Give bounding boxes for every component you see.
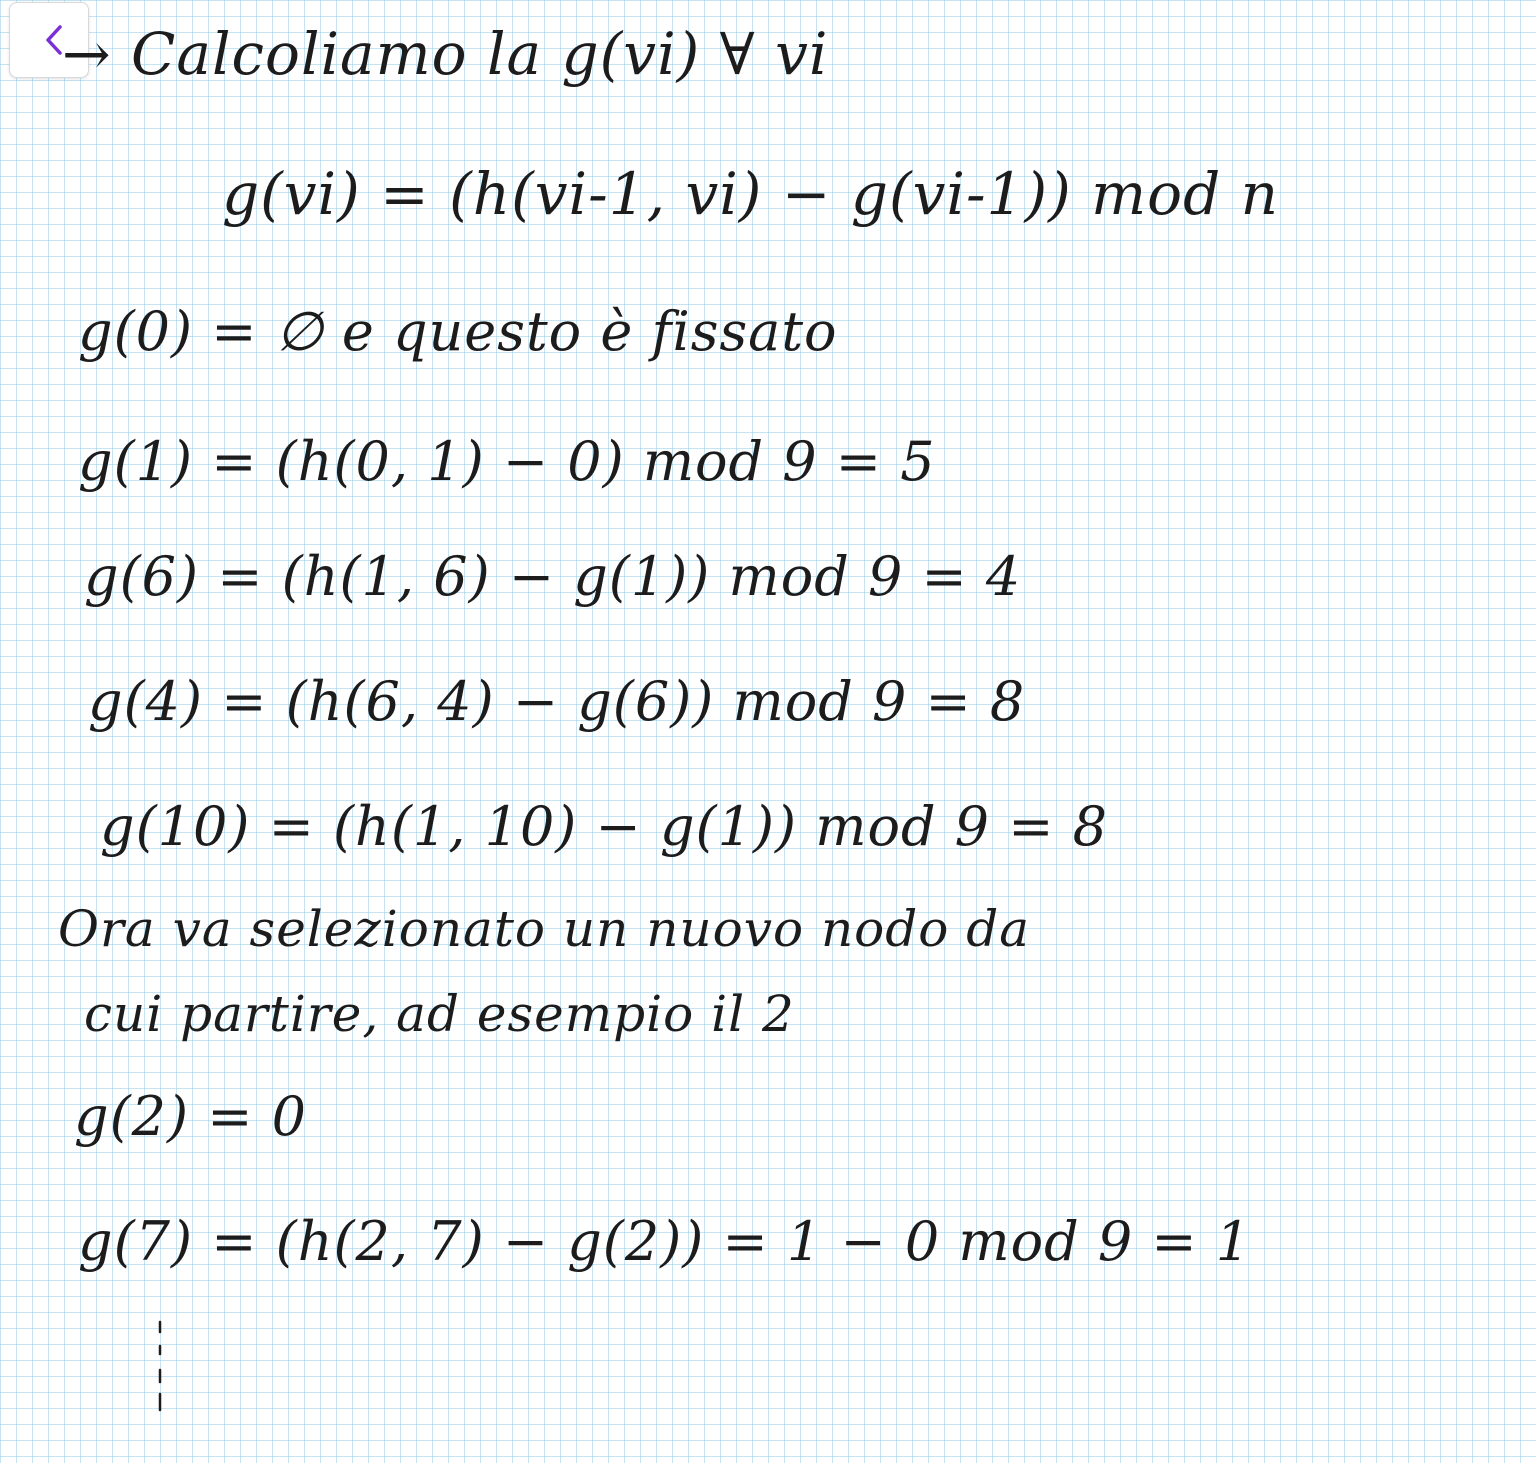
equation-line: g(2) = 0: [74, 1085, 307, 1148]
paragraph-line: Ora va selezionato un nuovo nodo da: [58, 900, 1031, 958]
formula-line: g(vi) = (h(vi-1, vi) − g(vi-1)) mod n: [222, 160, 1279, 228]
equation-line: g(10) = (h(1, 10) − g(1)) mod 9 = 8: [100, 795, 1108, 858]
note-heading: → Calcoliamo la g(vi) ∀ vi: [62, 20, 829, 88]
equation-line: g(1) = (h(0, 1) − 0) mod 9 = 5: [78, 430, 936, 493]
equation-line: g(6) = (h(1, 6) − g(1)) mod 9 = 4: [84, 545, 1022, 608]
paragraph-line: cui partire, ad esempio il 2: [84, 985, 795, 1043]
equation-line: g(7) = (h(2, 7) − g(2)) = 1 − 0 mod 9 = 1: [78, 1210, 1252, 1273]
equation-line: g(4) = (h(6, 4) − g(6)) mod 9 = 8: [88, 670, 1026, 733]
continuation-dots: [150, 1318, 170, 1418]
equation-line: g(0) = ∅ e questo è fissato: [78, 300, 838, 363]
